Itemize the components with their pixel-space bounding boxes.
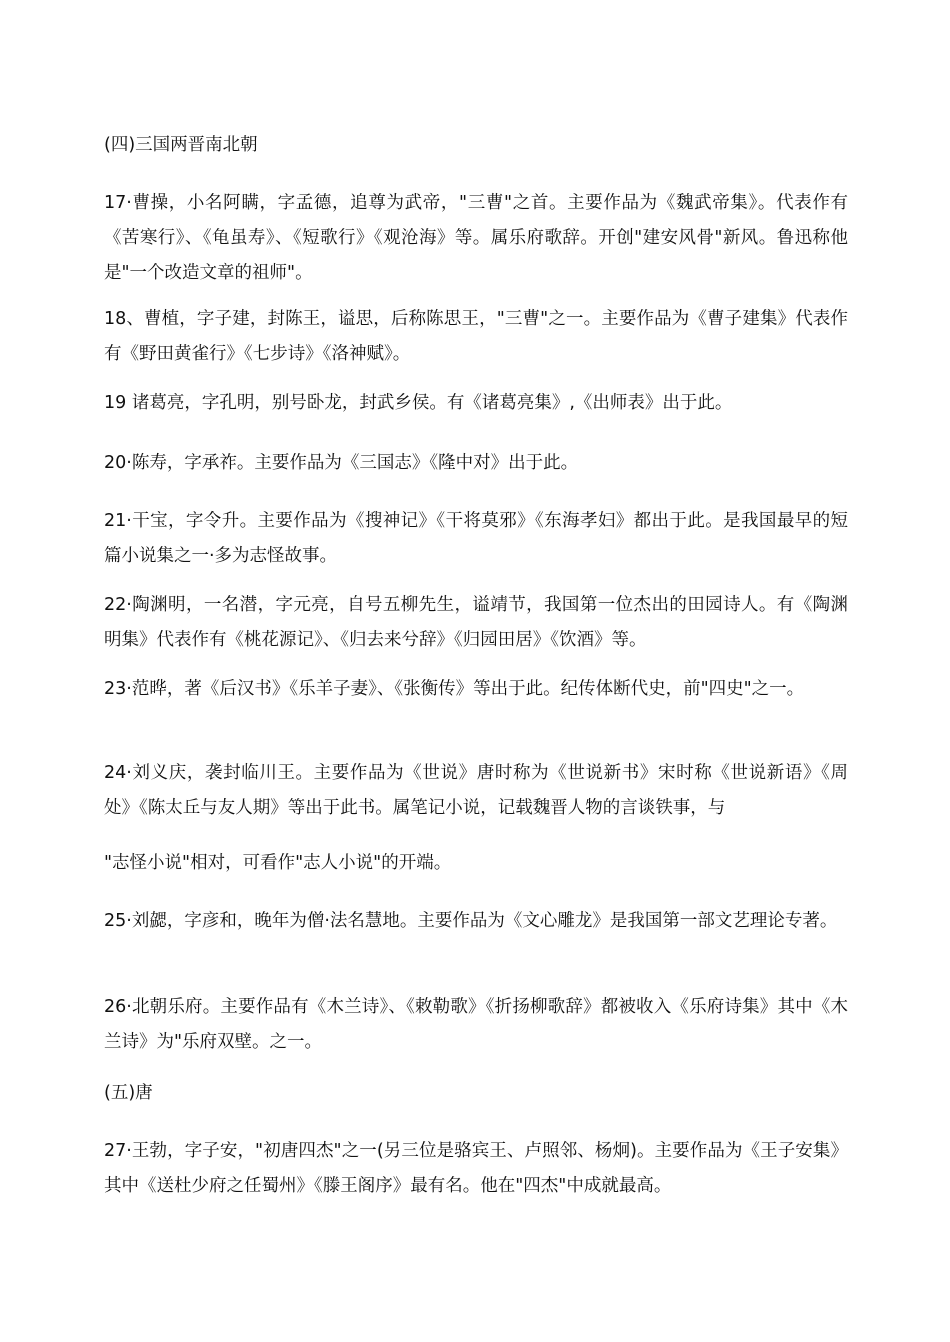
entry-26-northern-yuefu: 26·北朝乐府。主要作品有《木兰诗》、《敕勒歌》《折扬柳歌辞》都被收入《乐府诗集》其中《木兰诗》为"乐府双壁。之一。 <box>104 997 848 1052</box>
section-heading-three-kingdoms: (四)三国两晋南北朝 <box>104 135 258 155</box>
entry-24-continuation: "志怪小说"相对，可看作"志人小说"的开端。 <box>104 853 452 873</box>
entry-18-cao-zhi: 18、曹植，字子建，封陈王，谥思，后称陈思王，"三曹"之一。主要作品为《曹子建集》代表作有《野田黄雀行》《七步诗》《洛神赋》。 <box>104 309 848 364</box>
entry-27-wang-bo: 27·王勃，字子安，"初唐四杰"之一(另三位是骆宾王、卢照邻、杨炯)。主要作品为《王子安集》其中《送杜少府之任蜀州》《滕王阁序》最有名。他在"四杰"中成就最高。 <box>104 1141 848 1196</box>
entry-20-chen-shou: 20·陈寿，字承祚。主要作品为《三国志》《隆中对》出于此。 <box>104 453 579 473</box>
entry-23-fan-ye: 23·范晔，著《后汉书》《乐羊子妻》、《张衡传》等出于此。纪传体断代史，前"四史"之一。 <box>104 679 805 699</box>
entry-24-liu-yiqing: 24·刘义庆，袭封临川王。主要作品为《世说》唐时称为《世说新书》宋时称《世说新语》《周处》《陈太丘与友人期》等出于此书。属笔记小说，记载魏晋人物的言谈铁事，与 <box>104 763 848 818</box>
entry-17-cao-cao: 17·曹操，小名阿瞒，字孟德，追尊为武帝，"三曹"之首。主要作品为《魏武帝集》。代表作有《苦寒行》、《龟虽寿》、《短歌行》《观沧海》等。属乐府歌辞。开创"建安风骨"新风。鲁迅称他是"一个改造文章的祖师"。 <box>104 193 848 283</box>
entry-19-zhuge-liang: 19 诸葛亮，字孔明，别号卧龙，封武乡侯。有《诸葛亮集》,《出师表》出于此。 <box>104 393 733 413</box>
section-heading-tang: (五)唐 <box>104 1083 153 1103</box>
entry-22-tao-yuanming: 22·陶渊明，一名潜，字元亮，自号五柳先生，谥靖节，我国第一位杰出的田园诗人。有《陶渊明集》代表作有《桃花源记》、《归去来兮辞》《归园田居》《饮酒》等。 <box>104 595 848 650</box>
entry-25-liu-xie: 25·刘勰，字彦和，晚年为僧·法名慧地。主要作品为《文心雕龙》是我国第一部文艺理论专著。 <box>104 911 838 931</box>
entry-21-gan-bao: 21·干宝，字令升。主要作品为《搜神记》《干将莫邪》《东海孝妇》都出于此。是我国最早的短篇小说集之一·多为志怪故事。 <box>104 511 848 566</box>
